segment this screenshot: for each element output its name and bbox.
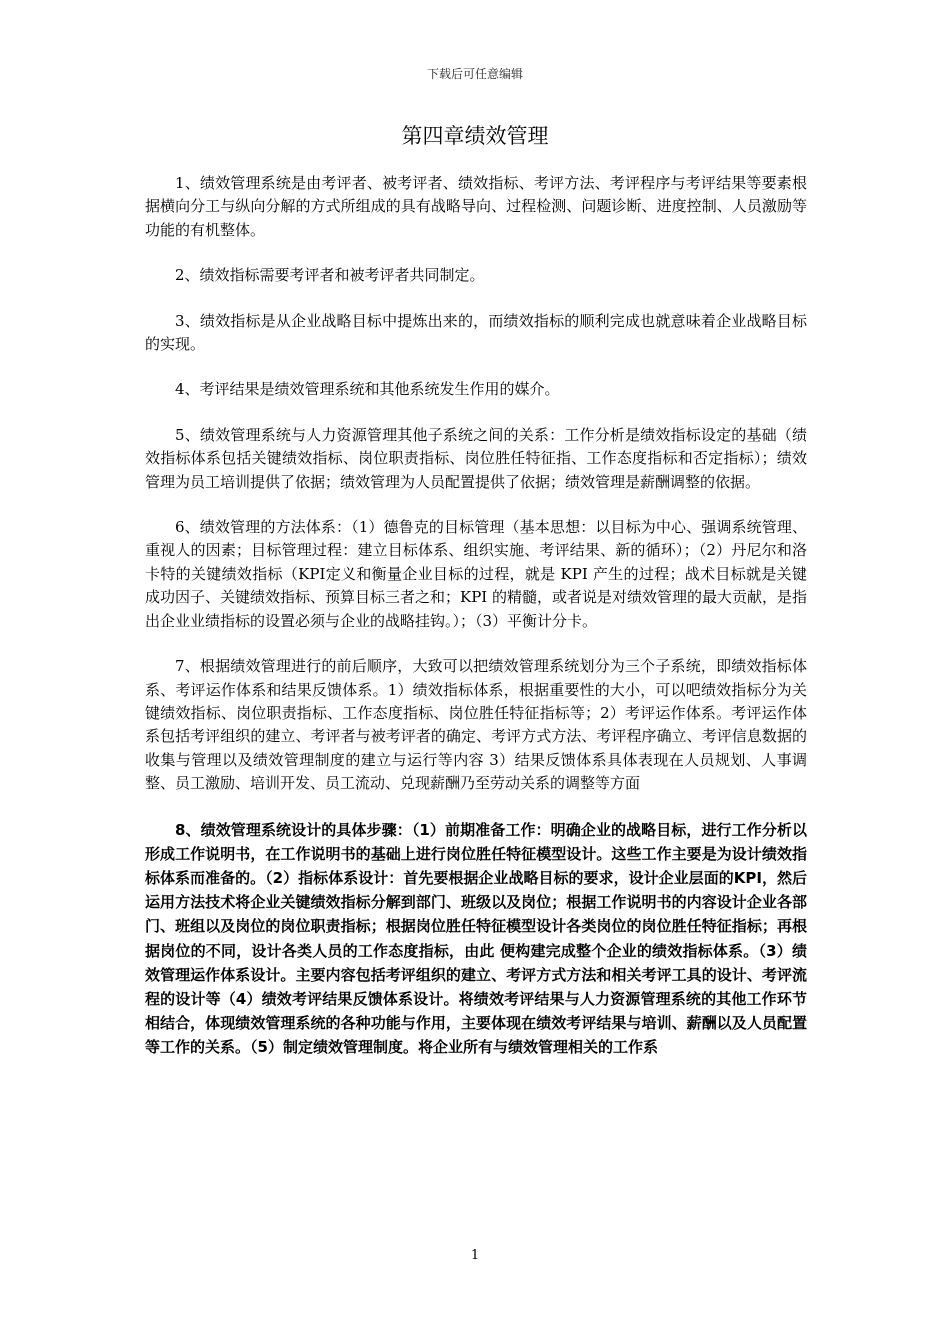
paragraph-2: 2、绩效指标需要考评者和被考评者共同制定。 <box>175 266 485 285</box>
paragraph-5: 5、绩效管理系统与人力资源管理其他子系统之间的关系：工作分析是绩效指标设定的基础（绩效指标体系包括关键绩效指标、岗位职责指标、岗位胜任特征指、工作态度指标和否定指标）；绩效管理为员工培训提供了依据；绩效管理为人员配置提供了依据；绩效管理是薪酬调整的依据。 <box>145 425 807 491</box>
page-number: 1 <box>470 1248 480 1263</box>
document-title: 第四章绩效管理 <box>401 124 549 148</box>
paragraph-3: 3、绩效指标是从企业战略目标中提炼出来的，而绩效指标的顺利完成也就意味着企业战略目标的实现。 <box>145 311 807 354</box>
paragraph-8-bold: 8、绩效管理系统设计的具体步骤：（1）前期准备工作：明确企业的战略目标，进行工作分析以形成工作说明书，在工作说明书的基础上进行岗位胜任特征模型设计。这些工作主要是为设计绩效指标体系而准备的。（2）指标体系设计：首先要根据企业战略目标的要求，设计企业层面的KPI，然后运用方法技术将企业关键绩效指标分解到部门、班级以及岗位；根据工作说明书的内容设计企业各部门、班组以及岗位的岗位职责指标；根据岗位胜任特征模型设计各类岗位的岗位胜任特征指标；再根据岗位的不同，设计各类人员的工作态度指标，由此 便构建完成整个企业的绩效指标体系。（3）绩效管理运作体系设计。主要内容包括考评组织的建立、考评方式方法和相关考评工具的设计、考评流程的设计等（4）绩效考评结果反馈体系设计。将绩效考评结果与人力资源管理系统的其他工作环节相结合，体现绩效管理系统的各种功能与作用，主要体现在绩效考评结果与培训、薪酬以及人员配置等工作的关系。（5）制定绩效管理制度。将企业所有与绩效管理相关的工作系 <box>145 820 807 1057</box>
paragraph-4: 4、考评结果是绩效管理系统和其他系统发生作用的媒介。 <box>175 380 560 399</box>
paragraph-6: 6、绩效管理的方法体系：（1）德鲁克的目标管理（基本思想：以目标为中心、强调系统管理、重视人的因素；目标管理过程：建立目标体系、组织实施、考评结果、新的循环）；（2）丹尼尔和洛卡特的关键绩效指标（KPI定义和衡量企业目标的过程，就是 KPI 产生的过程；战术目标就是关键成功因子、关键绩效指标、预算目标三者之和；KPI 的精髓，或者说是对绩效管理的最大贡献，是指出企业业绩指标的设置必须与企业的战略挂钩。）；（3）平衡计分卡。 <box>145 518 807 630</box>
paragraph-1: 1、绩效管理系统是由考评者、被考评者、绩效指标、考评方法、考评程序与考评结果等要素根据横向分工与纵向分解的方式所组成的具有战略导向、过程检测、问题诊断、进度控制、人员激励等功能的有机整体。 <box>145 174 807 239</box>
paragraph-7: 7、根据绩效管理进行的前后顺序，大致可以把绩效管理系统划分为三个子系统，即绩效指标体系、考评运作体系和结果反馈体系。1）绩效指标体系，根据重要性的大小，可以吧绩效指标分为关键绩效指标、岗位职责指标、工作态度指标、岗位胜任特征指标等；2）考评运作体系。考评运作体系包括考评组织的建立、考评者与被考评者的确定、考评方式方法、考评程序确立、考评信息数据的收集与管理以及绩效管理制度的建立与运行等内容 3）结果反馈体系具体表现在人员规划、人事调整、员工激励、培训开发、员工流动、兑现薪酬乃至劳动关系的调整等方面 <box>145 657 807 793</box>
document-body <box>145 172 807 1082</box>
header-note: 下载后可任意编辑 <box>426 67 523 81</box>
